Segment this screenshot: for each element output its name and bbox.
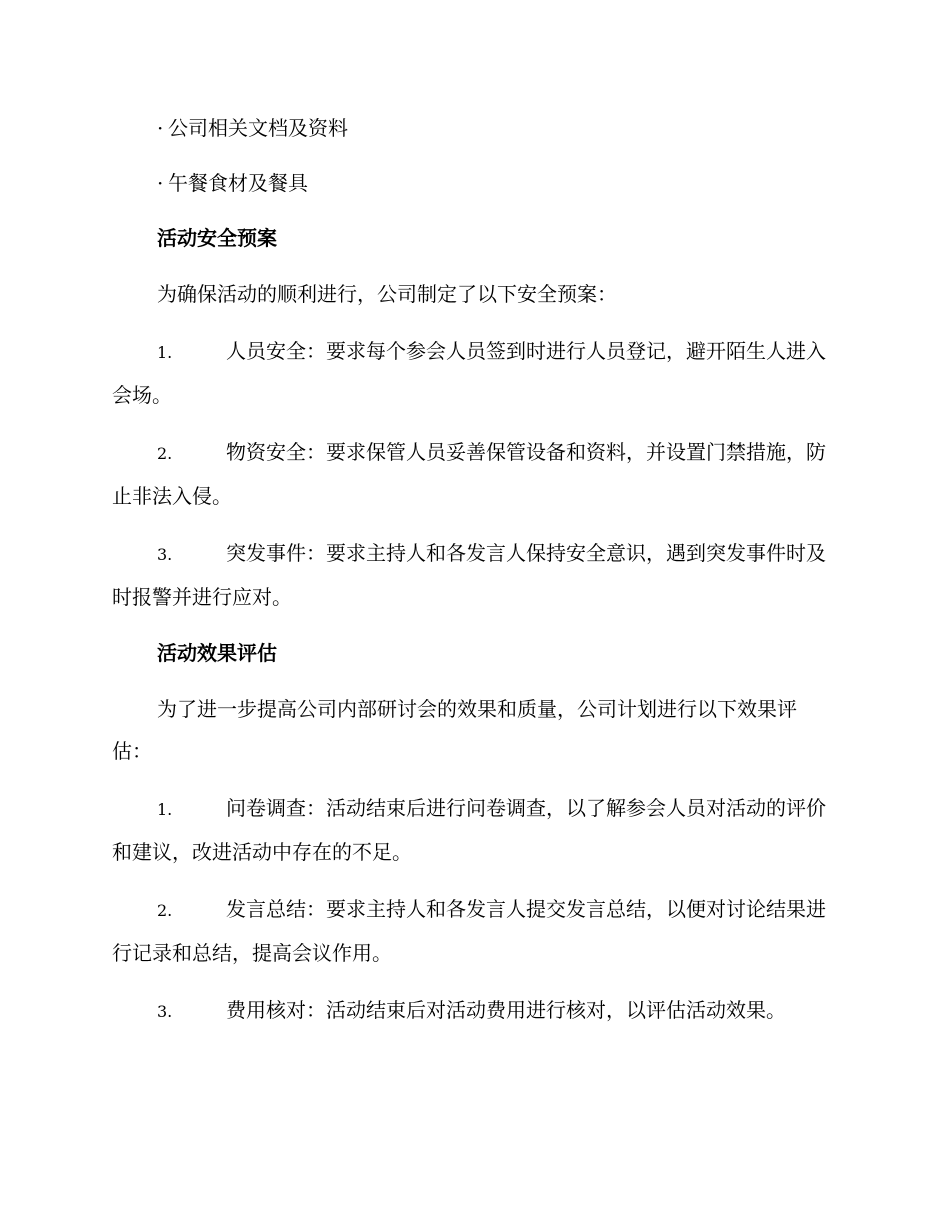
document-content [112, 108, 836, 1033]
evaluation-item-2 [112, 888, 836, 974]
bullet-item-documents [157, 108, 836, 148]
item-number: 2. [157, 901, 173, 920]
section-heading-safety: 活动安全预案 [157, 226, 277, 250]
item-text: 发言总结：要求主持人和各发言人提交发言总结，以便对讨论结果进行记录和总结，提高会议作用。 [112, 897, 826, 965]
item-number: 1. [157, 800, 173, 819]
item-number: 3. [157, 545, 173, 564]
item-text: 费用核对：活动结束后对活动费用进行核对，以评估活动效果。 [226, 998, 786, 1022]
bullet-text: 午餐食材及餐具 [168, 171, 308, 195]
bullet-item-lunch [157, 163, 836, 203]
item-number: 1. [157, 343, 173, 362]
safety-item-3 [112, 532, 836, 618]
bullet-text: 公司相关文档及资料 [168, 116, 348, 140]
item-text: 突发事件：要求主持人和各发言人保持安全意识，遇到突发事件时及时报警并进行应对。 [112, 541, 826, 609]
evaluation-intro-paragraph: 为了进一步提高公司内部研讨会的效果和质量，公司计划进行以下效果评估： [112, 697, 797, 763]
safety-intro-paragraph: 为确保活动的顺利进行，公司制定了以下安全预案： [157, 282, 617, 306]
item-number: 3. [157, 1002, 173, 1021]
safety-item-2 [112, 431, 836, 517]
item-text: 物资安全：要求保管人员妥善保管设备和资料，并设置门禁措施，防止非法入侵。 [112, 440, 826, 508]
item-text: 人员安全：要求每个参会人员签到时进行人员登记，避开陌生人进入会场。 [112, 339, 826, 407]
section-heading-evaluation: 活动效果评估 [157, 641, 277, 665]
bullet-dot: · [157, 116, 164, 140]
bullet-dot: · [157, 171, 164, 195]
item-text: 问卷调查：活动结束后进行问卷调查，以了解参会人员对活动的评价和建议，改进活动中存在的不足。 [112, 796, 826, 864]
evaluation-item-1 [112, 787, 836, 873]
safety-item-1 [112, 330, 836, 416]
item-number: 2. [157, 444, 173, 463]
evaluation-item-3 [112, 989, 836, 1033]
